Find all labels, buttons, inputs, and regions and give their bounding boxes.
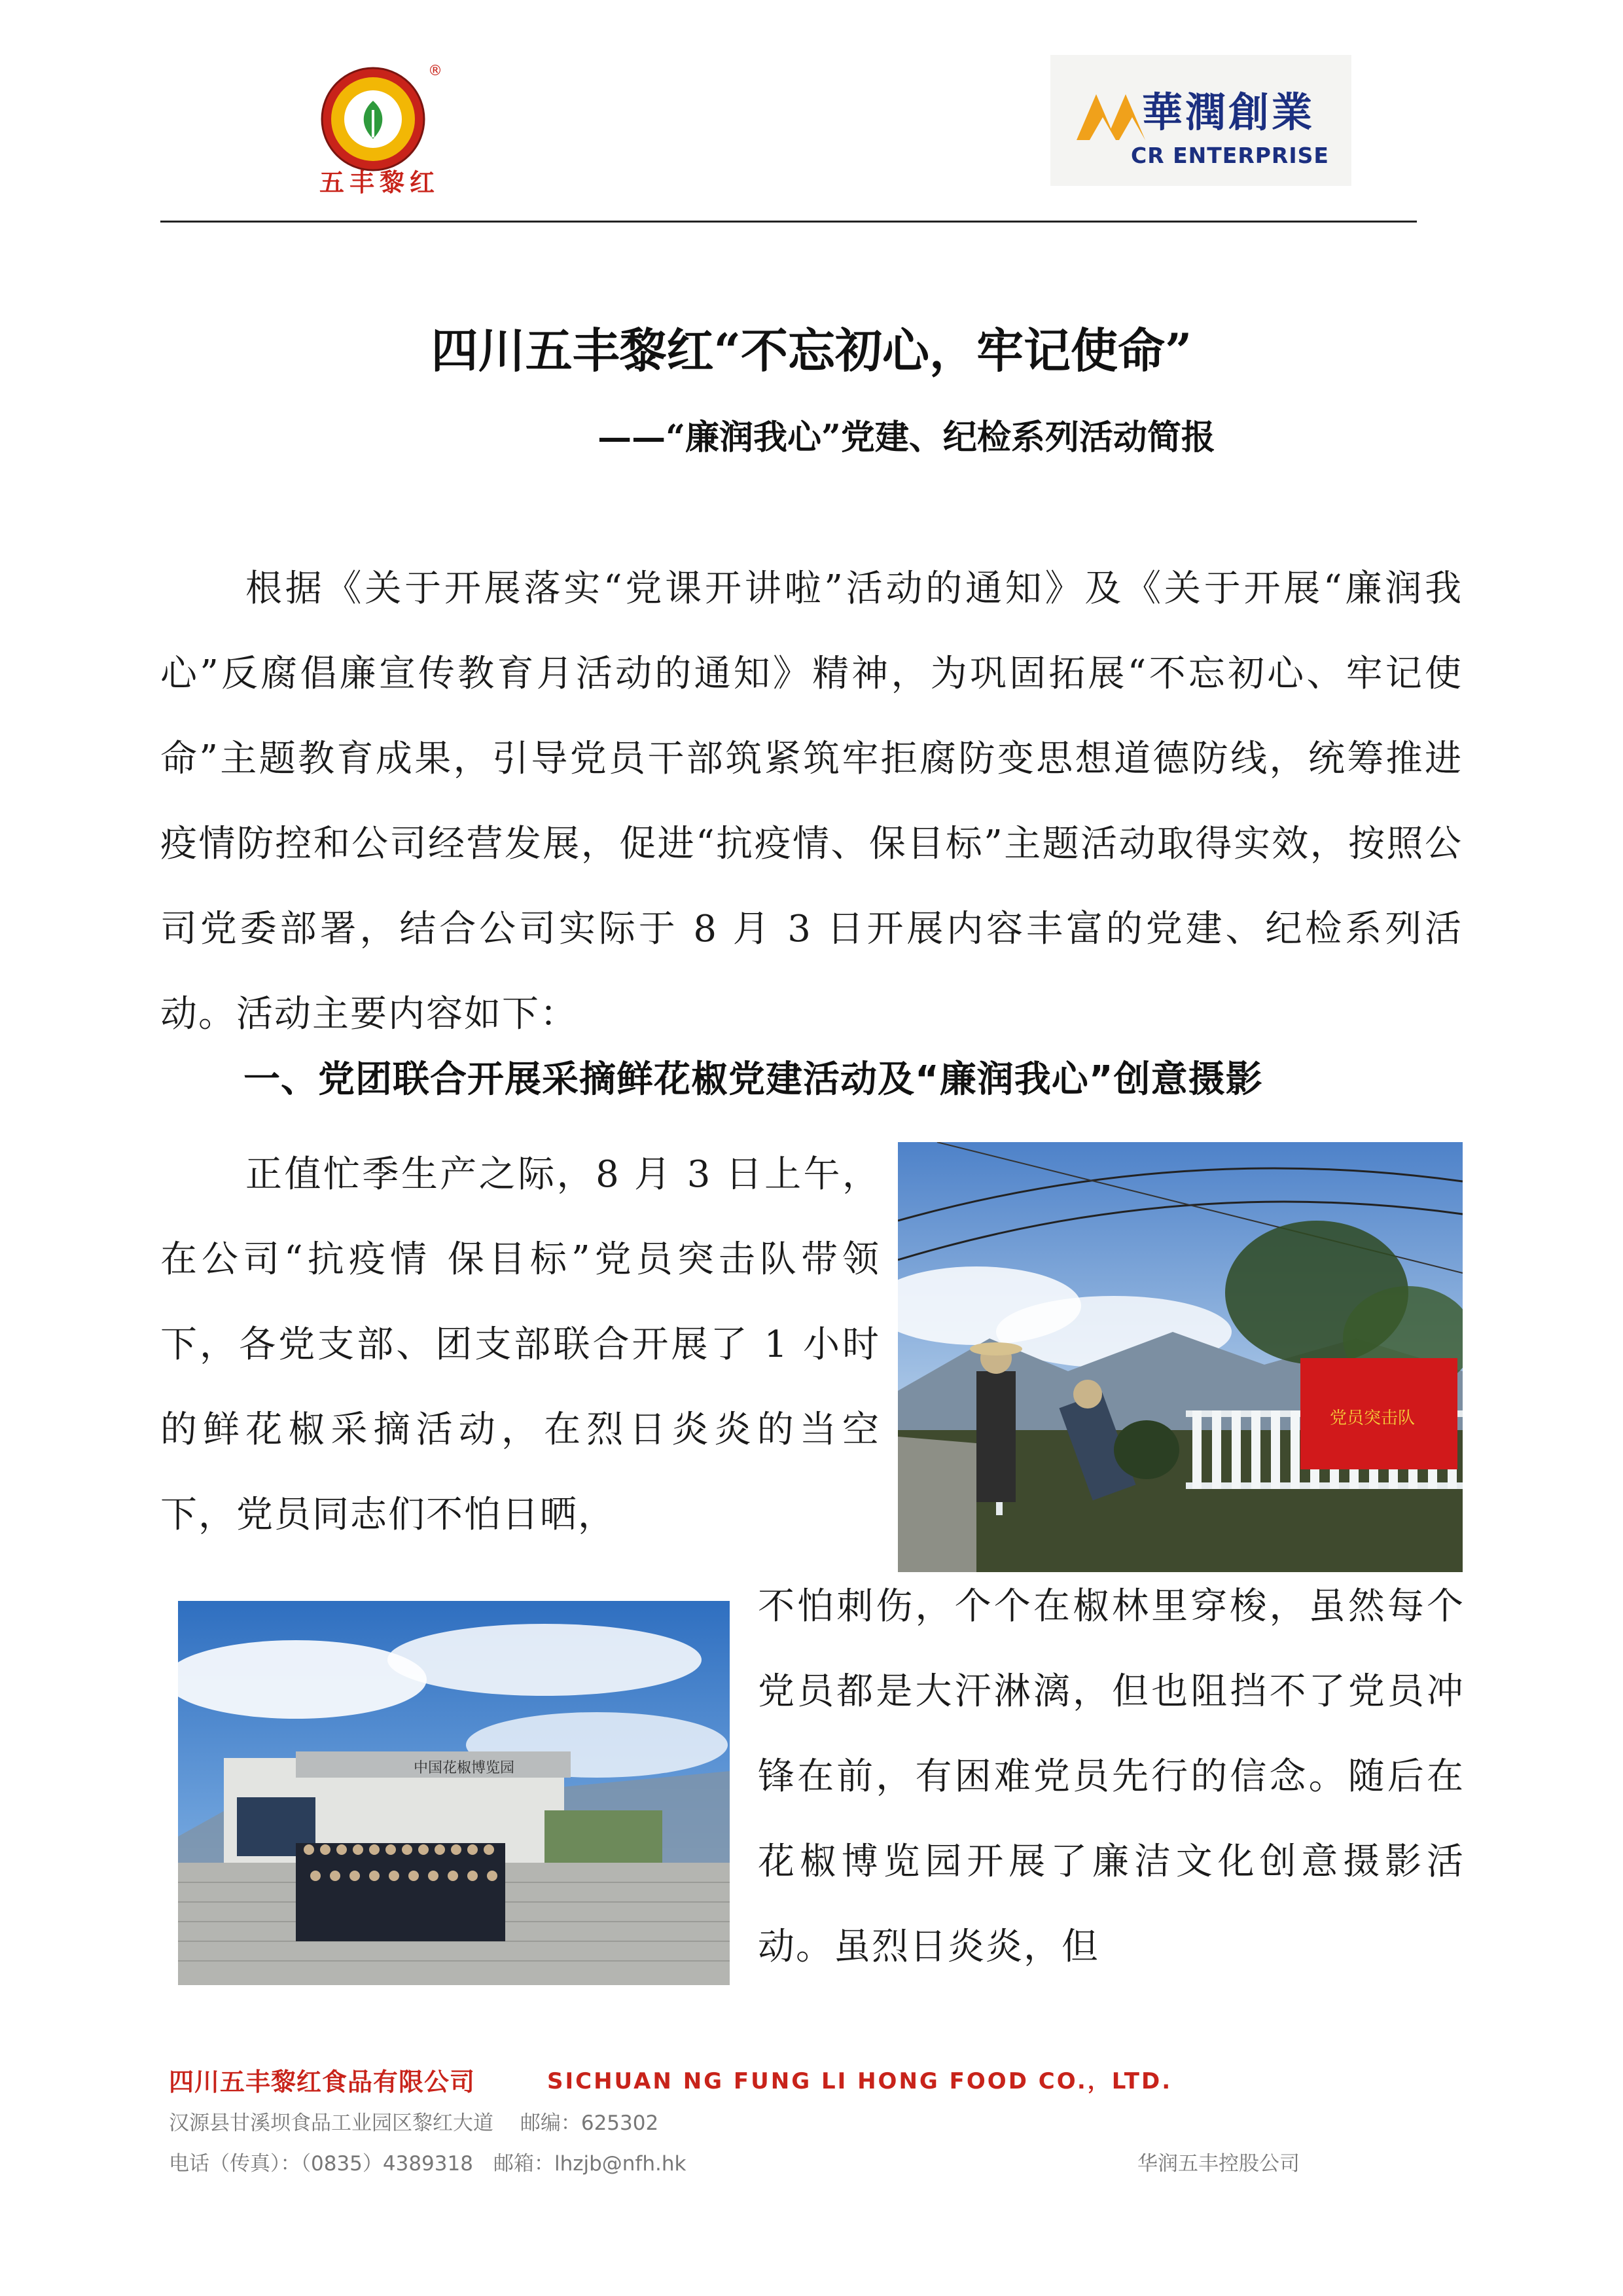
section-heading: 一、党团联合开展采摘鲜花椒党建活动及“廉润我心”创意摄影 — [243, 1058, 1263, 1101]
registered-mark: ® — [428, 63, 442, 79]
pepper-picking-photo — [898, 1142, 1463, 1572]
footer-contact: 电话（传真）：（0835）4389318 邮箱：lhzjb@nfh.hk — [169, 2152, 687, 2176]
wufeng-lihong-logo — [314, 60, 432, 178]
footer-company-en: SICHUAN NG FUNG LI HONG FOOD CO.，LTD. — [547, 2068, 1173, 2094]
document-subtitle: ——“廉润我心”党建、纪检系列活动简报 — [597, 418, 1215, 457]
footer-holding-company: 华润五丰控股公司 — [1137, 2152, 1300, 2176]
header-divider — [160, 221, 1417, 223]
cr-enterprise-en-name: CR ENTERPRISE — [1131, 143, 1329, 168]
footer-address: 汉源县甘溪坝食品工业园区黎红大道 邮编：625302 — [169, 2111, 659, 2135]
cr-enterprise-cn-name: 華潤創業 — [1142, 88, 1315, 136]
building-sign: 中国花椒博览园 — [414, 1760, 515, 1776]
banner-text: 党员突击队 — [1330, 1408, 1416, 1428]
section-1-paragraph-a: 正值忙季生产之际，8 月 3 日上午，在公司“抗疫情 保目标”党员突击队带领下，各党支部、团支部联合开展了 1 小时的鲜花椒采摘活动，在烈日炎炎的当空下，党员同志们不怕日晒， — [160, 1153, 880, 1536]
group-photo-expo-park — [178, 1601, 730, 1985]
wufeng-lihong-wordmark: 五丰黎红 — [319, 168, 440, 197]
document-title: 四川五丰黎红“不忘初心，牢记使命” — [431, 323, 1192, 378]
footer-company-cn: 四川五丰黎红食品有限公司 — [169, 2068, 476, 2096]
intro-paragraph: 根据《关于开展落实“党课开讲啦”活动的通知》及《关于开展“廉润我心”反腐倡廉宣传教育月活动的通知》精神，为巩固拓展“不忘初心、牢记使命”主题教育成果，引导党员干部筑紧筑牢拒腐防变思想道德防线，统筹推进疫情防控和公司经营发展，促进“抗疫情、保目标”主题活动取得实效，按照公司党委部署，结合公司实际于 8 月 3 日开展内容丰富的党建、纪检系列活动。活动主要内容如下： — [160, 567, 1463, 1035]
section-1-paragraph-b: 不怕刺伤，个个在椒林里穿梭，虽然每个党员都是大汗淋漓，但也阻挡不了党员冲锋在前，有困难党员先行的信念。随后在花椒博览园开展了廉洁文化创意摄影活动。虽烈日炎炎，但 — [758, 1585, 1465, 1968]
